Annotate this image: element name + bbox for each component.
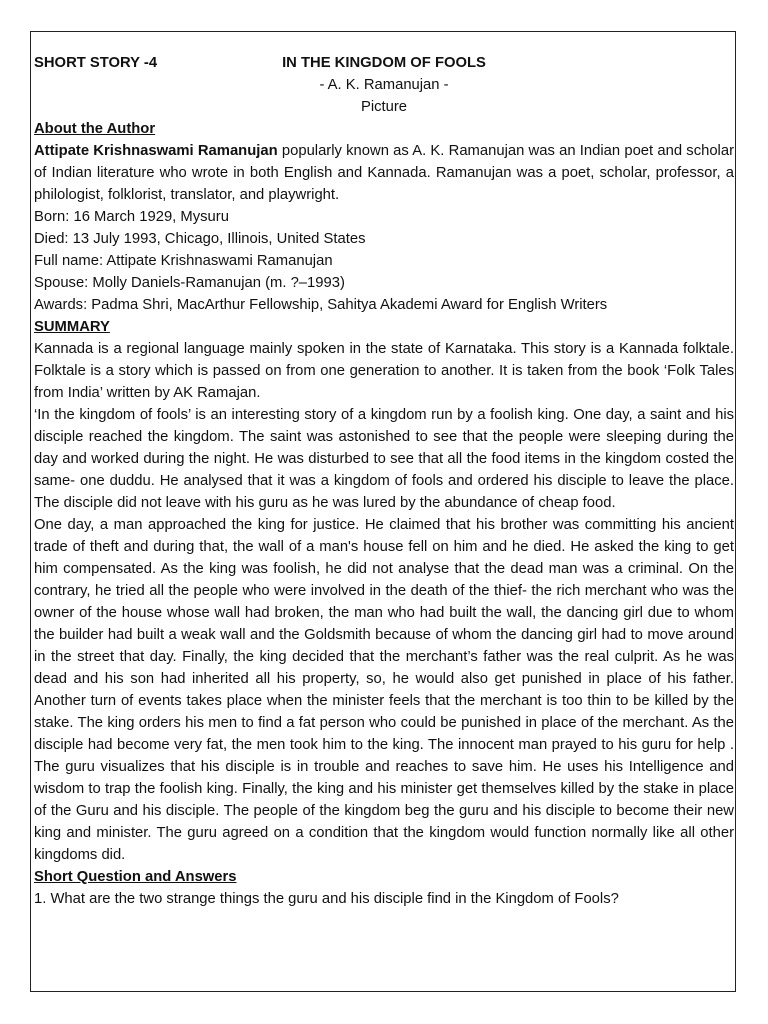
born-line: Born: 16 March 1929, Mysuru — [34, 209, 229, 225]
summary-paragraph: Kannada is a regional language mainly spoken in the state of Karnataka. This story is a Kannada folktale. Folktale is a story which is passed on from one generation to another. It is taken from the book ‘Folk Tales from India’ written by AK Ramajan. — [34, 341, 734, 401]
died-line: Died: 13 July 1993, Chicago, Illinois, United States — [34, 231, 366, 247]
story-title: IN THE KINGDOM OF FOOLS — [282, 55, 486, 71]
author-full-name: Attipate Krishnaswami Ramanujan — [34, 143, 278, 159]
story-number: SHORT STORY -4 — [34, 55, 158, 71]
author-bio — [34, 140, 734, 206]
summary-paragraph: One day, a man approached the king for justice. He claimed that his brother was committing his ancient trade of theft and during that, the wall of a man's house fell on him and he died. He asked the king to get him compensated. As the king was foolish, he did not analyse that the dead man was a criminal. On the contrary, he tried all the people who were involved in the death of the thief- the rich merchant who was the owner of the house whose wall had broken, the man who had built the wall, the dancing girl due to whom the builder had built a weak wall and the Goldsmith because of whom the dancing girl had to move around in the street that day. Finally, the king decided that the merchant’s father was the real culprit. As he was dead and his son had inherited all his property, so, he would also get punished in place of his father. Another turn of events takes place when the minister feels that the merchant is too thin to be killed by the stake. The king orders his men to find a fat person who could be punished in place of the merchant. As the disciple had become very fat, the men took him to the king. The innocent man prayed to his guru for help . The guru visualizes that his disciple is in trouble and reaches to save him. He uses his Intelligence and wisdom to trap the foolish king. Finally, the king and his minister get themselves killed by the stake in place of the Guru and his disciple. The people of the kingdom beg the guru and his disciple to become their new king and minister. The guru agreed on a condition that the kingdom would function normally like all other kingdoms did. — [34, 517, 734, 863]
awards-line: Awards: Padma Shri, MacArthur Fellowship, Sahitya Akademi Award for English Writers — [34, 297, 608, 313]
qa-heading: Short Question and Answers — [34, 869, 237, 885]
picture-label: Picture — [360, 99, 408, 115]
summary-heading: SUMMARY — [34, 319, 110, 335]
spouse-line: Spouse: Molly Daniels-Ramanujan (m. ?–1993) — [34, 275, 345, 291]
question-1: 1. What are the two strange things the guru and his disciple find in the Kingdom of Fools? — [34, 891, 619, 907]
author-bio-text: popularly known as A. K. Ramanujan was an Indian poet and scholar of Indian literature who wrote in both English and Kannada. Ramanujan was a poet, scholar, professor, a philologist, folklorist, translator, and playwright. — [34, 143, 735, 203]
header-row — [34, 52, 734, 74]
document-body — [34, 52, 734, 910]
summary-paragraph: ‘In the kingdom of fools’ is an interesting story of a kingdom run by a foolish king. One day, a saint and his disciple reached the kingdom. The saint was astonished to see that the people were sleeping during the day and worked during the night. He was disturbed to see that all the food items in the kingdom costed the same- one duddu. He analysed that it was a kingdom of fools and ordered his disciple to leave the place. The disciple did not leave with his guru as he was lured by the abundance of cheap food. — [34, 407, 734, 511]
story-author: - A. K. Ramanujan - — [319, 77, 449, 93]
about-author-heading: About the Author — [34, 121, 156, 137]
full-name-line: Full name: Attipate Krishnaswami Ramanujan — [34, 253, 333, 269]
